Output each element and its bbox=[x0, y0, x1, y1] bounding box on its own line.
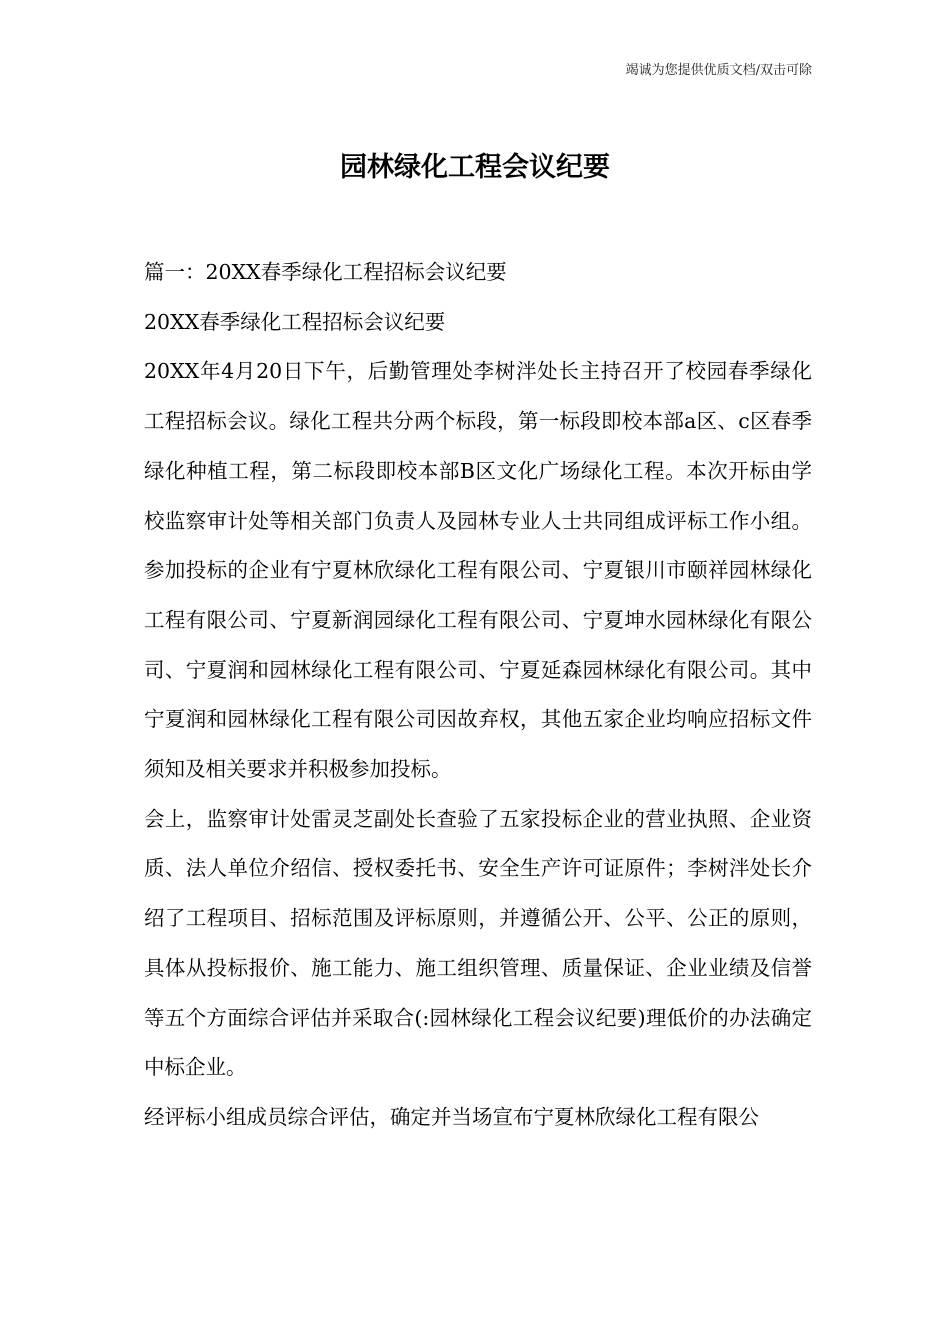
paragraph-subtitle: 20XX春季绿化工程招标会议纪要 bbox=[144, 309, 446, 334]
document-title: 园林绿化工程会议纪要 bbox=[340, 152, 610, 183]
paragraph-meeting-process: 会上，监察审计处雷灵芝副处长查验了五家投标企业的营业执照、企业资质、法人单位介绍信、授权委托书、安全生产许可证原件；李树泮处长介绍了工程项目、招标范围及评标原则，并遵循公开、公平、公正的原则，具体从投标报价、施工能力、施工组织管理、质量保证、企业业绩及信誉等五个方面综合评估并采取合(:园林绿化工程会议纪要)理低价的办法确定中标企业。 bbox=[144, 806, 812, 1080]
document-body bbox=[144, 248, 812, 1143]
header-note: 竭诚为您提供优质文档/双击可除 bbox=[625, 63, 812, 78]
paragraph-meeting-overview: 20XX年4月20日下午，后勤管理处李树泮处长主持召开了校园春季绿化工程招标会议。绿化工程共分两个标段，第一标段即校本部a区、c区春季绿化种植工程，第二标段即校本部B区文化广场绿化工程。本次开标由学校监察审计处等相关部门负责人及园林专业人士共同组成评标工作小组。参加投标的企业有宁夏林欣绿化工程有限公司、宁夏银川市颐祥园林绿化工程有限公司、宁夏新润园绿化工程有限公司、宁夏坤水园林绿化有限公司、宁夏润和园林绿化工程有限公司、宁夏延森园林绿化有限公司。其中宁夏润和园林绿化工程有限公司因故弃权，其他五家企业均响应招标文件须知及相关要求并积极参加投标。 bbox=[144, 359, 812, 782]
paragraph-section-heading: 篇一：20XX春季绿化工程招标会议纪要 bbox=[144, 260, 507, 284]
paragraph-evaluation-result: 经评标小组成员综合评估，确定并当场宣布宁夏林欣绿化工程有限公 bbox=[144, 1104, 759, 1129]
